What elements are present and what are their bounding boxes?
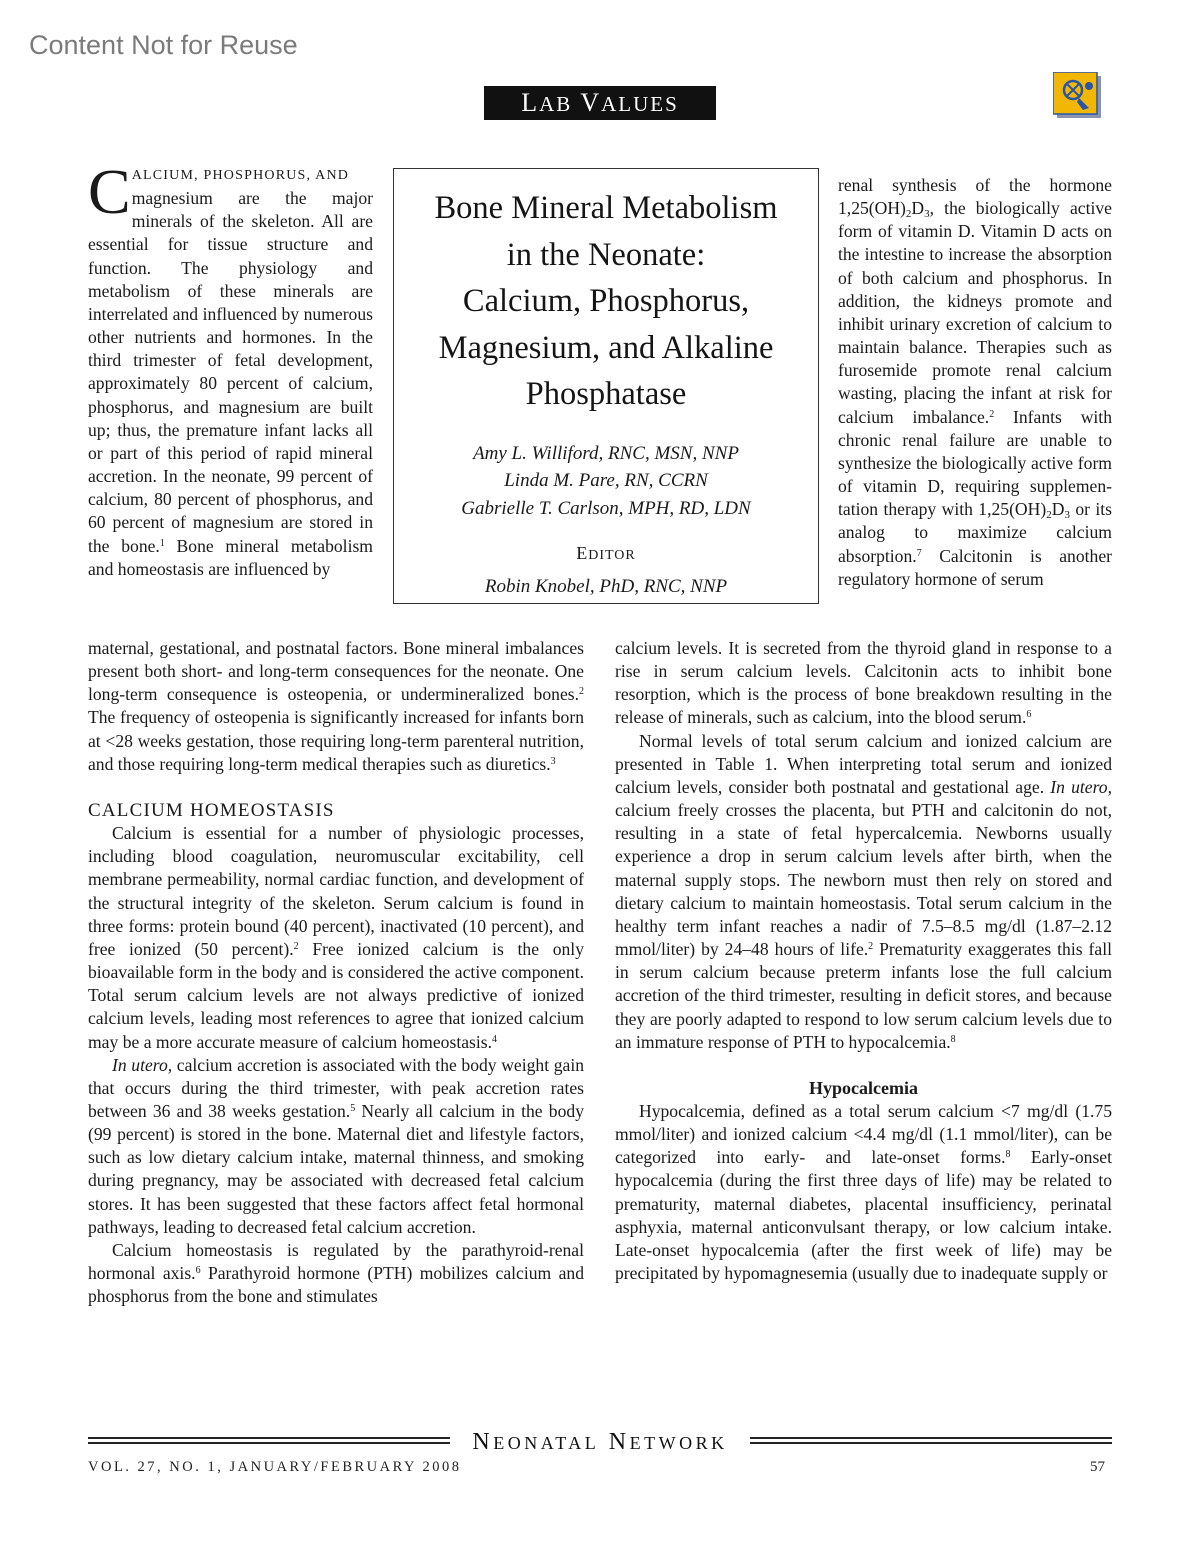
intro-paragraph <box>88 156 373 581</box>
section-banner <box>484 86 716 120</box>
section-heading-calcium-homeostasis: CALCIUM HOMEOSTASIS <box>88 799 335 821</box>
calcitonin-paragraph: calcium levels. It is secreted from the thyroid gland in response to a rise in serum calcium levels. Calcitonin acts to inhibit bone resorption, which is the process of bone breakdown resulting in the release of minerals, such as calcium, into the blood serum.$^6$ <box>615 638 1112 728</box>
footer-rule-right-bottom <box>750 1442 1112 1444</box>
title-box <box>393 168 819 604</box>
body-paragraph: Calcium is essential for a number of physiologic processes, including blood coagulation, neuromuscular excitability, cell membrane permeability, normal cardiac function, and development of the structural integrity of the skeleton. Serum calcium is found in three forms: protein bound (40 percent), inactivated (10 percent), and free ionized (50 percent).$^2$ Free ionized calcium is the only bioavailable form in the body and is considered the active component. Total serum calcium levels are not always predictive of ionized calcium levels, leading most references to agree that ionized calcium may be a more accurate measure of calcium homeostasis.$^4$ <box>88 823 584 1052</box>
watermark: Content Not for Reuse <box>29 30 298 60</box>
footer-rule-left-bottom <box>88 1442 450 1444</box>
section-label: LAB VALUES <box>521 88 679 117</box>
puzzle-logo-icon <box>1053 72 1103 120</box>
footer-issue: VOL. 27, NO. 1, JANUARY/FEBRUARY 2008 <box>88 1459 462 1475</box>
title-line: Phosphatase <box>525 376 687 412</box>
editor-name: Robin Knobel, PhD, RNC, NNP <box>484 576 728 597</box>
intro-lead: ALCIUM, PHOSPHORUS, AND <box>131 168 350 183</box>
right-top-column <box>838 174 1112 591</box>
title-line: Bone Mineral Metabolism <box>434 190 778 226</box>
intro-text: magnesium are the major minerals of the skeleton. All are essential for tissue structure and function. The physiology and metabolism of these minerals are interrelated and influenced by numerous other nutrients and hormones. In the third trimester of fetal development, approximately 80 percent of calcium, phosphorus, and magnesium are built up; thus, the premature infant lacks all or part of this period of rapid mineral accretion. In the neonate, 99 percent of calcium, 80 percent of phosphorus, and 60 percent of magnesium are stored in the bone.$^1$ Bone mineral metabolism and homeostasis are influenced by <box>88 188 373 579</box>
vitamin-d-paragraph: renal synthesis of the hormone $1,25(OH)_2D_3$, the biologically active form of vitamin D. Vitamin D acts on the intestine to increase the absorption of both calcium and phosphorus. In addition, the kidneys promote and inhibit urinary excretion of calcium to maintain balance. Therapies such as furosemide promote renal calcium wasting, placing the infant at risk for calcium imbalance.$^2$ Infants with chronic renal failure are unable to synthesize the biologically active form of vitamin D, requiring supplementation therapy with $1,25(OH)_2D_3$ or its analog to maximize calcium absorption.$^7$ Calcitonin is another regulatory hormone of serum <box>838 175 1113 589</box>
footer-rule-left-top <box>88 1437 450 1439</box>
author: Gabrielle T. Carlson, MPH, RD, LDN <box>461 497 751 519</box>
intro-column <box>88 156 373 581</box>
page-number: 57 <box>1090 1459 1105 1475</box>
title-line: Calcium, Phosphorus, <box>462 283 750 319</box>
editor-label: EDITOR <box>576 543 636 563</box>
body-paragraph: In utero, calcium accretion is associated with the body weight gain that occurs during the third trimester, with peak accretion rates between 36 and 38 weeks gestation.$^5$ Nearly all calcium in the body (99 percent) is stored in the bone. Maternal diet and lifestyle factors, such as low dietary calcium intake, maternal thinness, and smoking during pregnancy, may be associated with decreased fetal calcium stores. It has been suggested that these factors affect fetal hormonal pathways, leading to decreased fetal calcium accretion. <box>88 1054 585 1237</box>
author: Amy L. Williford, RNC, MSN, NNP <box>473 442 739 464</box>
right-main-column <box>615 637 1112 1285</box>
body-paragraph: Normal levels of total serum calcium and ionized calcium are presented in Table 1. When interpreting total serum and ionized calcium levels, consider both postnatal and gestational age. In utero, calcium freely crosses the placenta, but PTH and calcitonin do not, resulting in a state of fetal hypercalcemia. Newborns usually experience a drop in serum calcium levels after birth, when the maternal supply stops. The newborn must then rely on stored and dietary calcium to maintain homeostasis. Total serum calcium in the healthy term infant reaches a nadir of 7.5–8.5 mg/dl (1.87–2.12 mmol/liter) by 24–48 hours of life.$^2$ Prematurity exaggerates this fall in serum calcium because preterm infants lose the full calcium accretion of the third trimester, resulting in deficit stores, and because they are poorly adapted to respond to low serum calcium levels due to an immature response of PTH to hypocalcemia.$^8$ <box>615 730 1112 1052</box>
drop-cap: C <box>88 156 131 227</box>
author-list <box>394 440 818 523</box>
hypocalcemia-paragraph: Hypocalcemia, defined as a total serum calcium <7 mg/dl (1.75 mmol/liter) and ionized calcium <4.4 mg/dl (1.1 mmol/liter), can be categorized into early- and late-onset forms.$^8$ Early-onset hypocalcemia (during the first three days of life) may be related to prematurity, maternal diabetes, placental insufficiency, perinatal asphyxia, maternal anticonvulsant therapy, or low calcium intake. Late-onset hypocalcemia (after the first week of life) may be precipitated by hypomagnesemia (usually due to inadequate supply or <box>615 1100 1112 1284</box>
body-paragraph: Calcium homeostasis is regulated by the parathyroid-renal hormonal axis.$^6$ Parathyroid hormone (PTH) mobilizes calcium and phosphorus from the bone and stimulates <box>88 1239 584 1307</box>
intro-continued: maternal, gestational, and postnatal factors. Bone mineral imbalances present both short- and long-term consequences for the neonate. One long-term consequence is osteopenia, or undermineralized bones.$^2$ The frequency of osteopenia is significantly increased for infants born at <28 weeks gestation, those requiring long-term parenteral nutrition, and those requiring long-term medical therapies such as diuretics.$^3$ <box>88 638 584 774</box>
subheading-hypocalcemia: Hypocalcemia <box>809 1077 918 1098</box>
author: Linda M. Pare, RN, CCRN <box>504 470 708 491</box>
left-main-column <box>88 637 584 1308</box>
article-title <box>394 185 818 418</box>
title-line: Magnesium, and Alkaline <box>438 329 774 366</box>
journal-name: NEONATAL NETWORK <box>472 1429 728 1455</box>
footer-rule-right-top <box>750 1437 1112 1439</box>
title-line: in the Neonate: <box>506 236 706 273</box>
